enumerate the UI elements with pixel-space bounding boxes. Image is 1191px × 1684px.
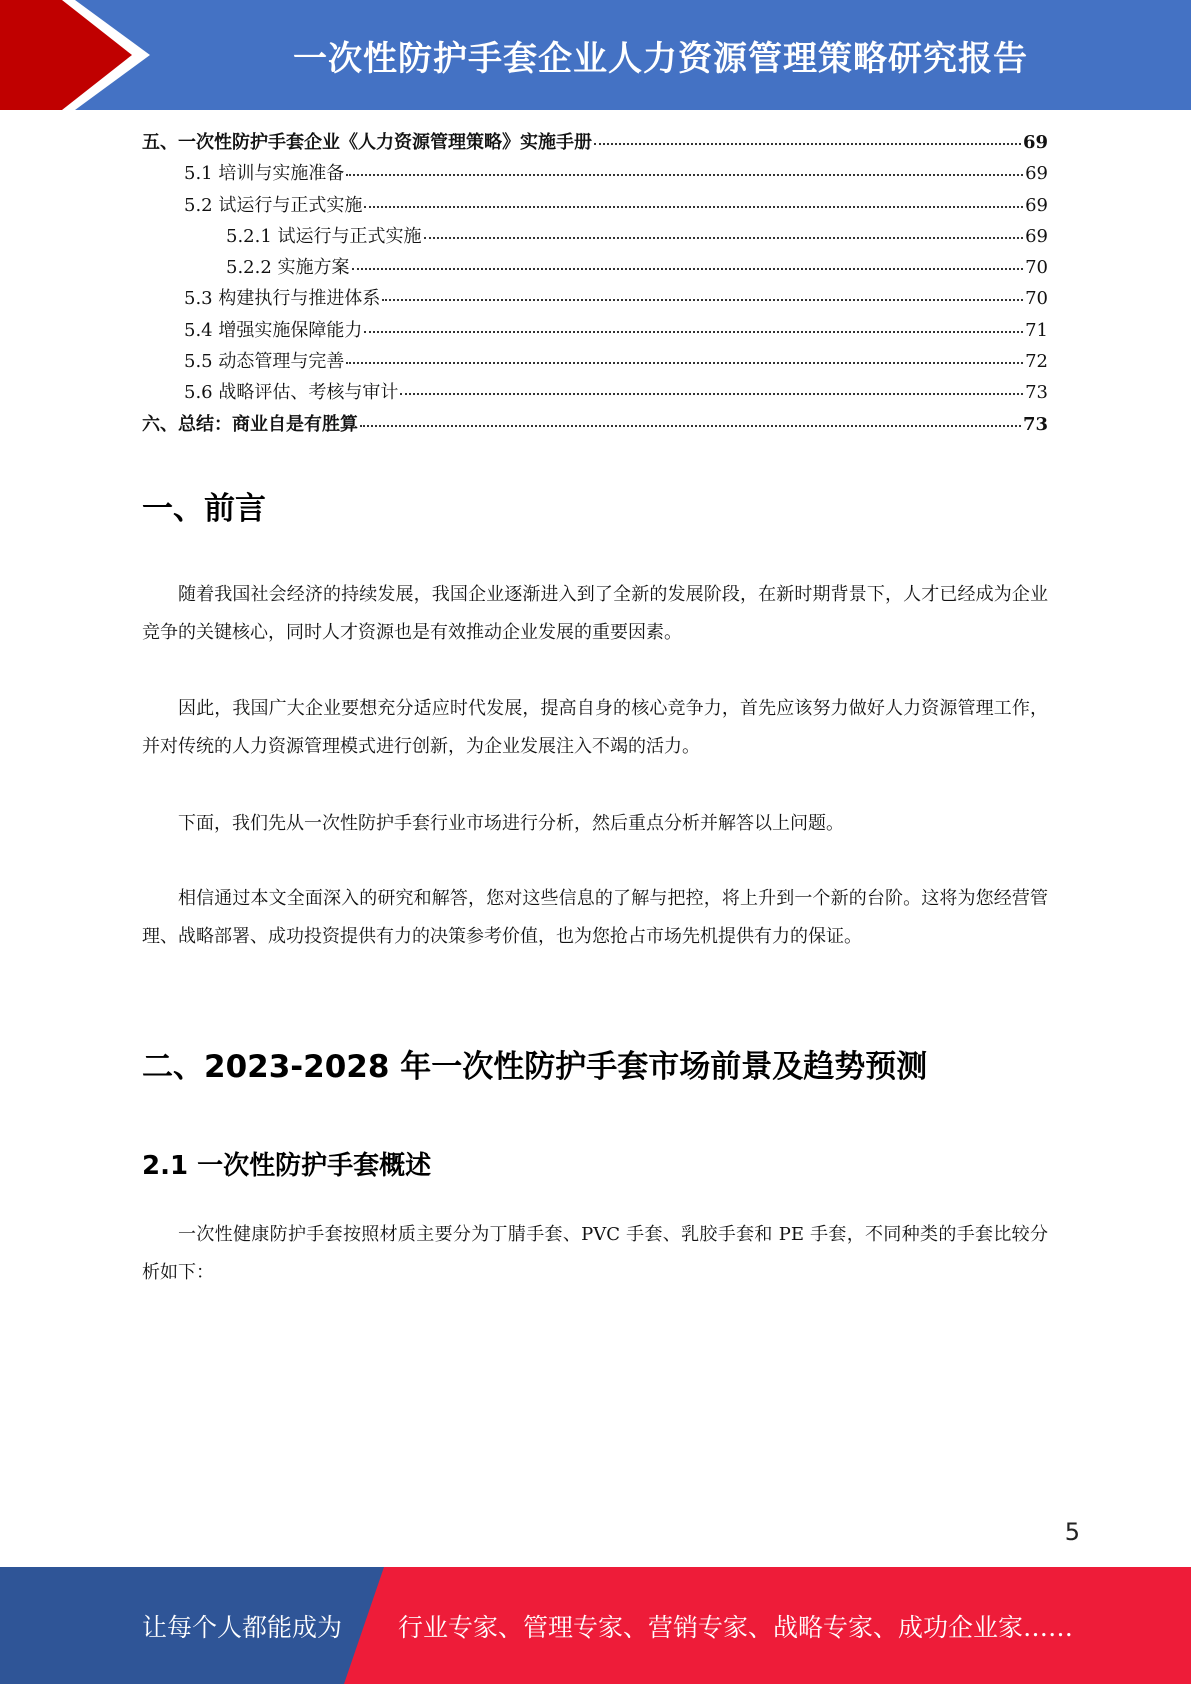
footer-slogan-left: 让每个人都能成为 <box>142 1612 343 1642</box>
toc-entry-label: 5.2 试运行与正式实施 <box>184 194 363 216</box>
toc-entry-page: 73 <box>1022 413 1048 435</box>
toc-entry-page: 69 <box>1025 225 1048 247</box>
page-number: 5 <box>1064 1518 1080 1546</box>
preface-paragraph-4 <box>142 880 1048 956</box>
toc-leader-dots <box>400 393 1023 395</box>
report-title: 一次性防护手套企业人力资源管理策略研究报告 <box>293 38 1028 79</box>
section-heading: 一、前言 <box>142 491 266 527</box>
toc-entry-page: 73 <box>1025 382 1048 404</box>
footer-slogan-right: 行业专家、管理专家、营销专家、战略专家、成功企业家…… <box>398 1612 1074 1642</box>
paragraph: 相信通过本文全面深入的研究和解答，您对这些信息的了解与把控，将上升到一个新的台阶。这将为您经营管理、战略部署、成功投资提供有力的决策参考价值，也为您抢占市场先机提供有力的保证。 <box>142 888 1048 947</box>
toc-entry-label: 5.2.2 实施方案 <box>226 257 350 279</box>
paragraph: 因此，我国广大企业要想充分适应时代发展，提高自身的核心竞争力，首先应该努力做好人力资源管理工作，并对传统的人力资源管理模式进行创新，为企业发展注入不竭的活力。 <box>142 698 1048 757</box>
toc-leader-dots <box>364 206 1023 208</box>
toc-entry-page: 72 <box>1025 351 1048 373</box>
overview-paragraph <box>142 1216 1048 1292</box>
preface-paragraph-3 <box>142 805 1048 843</box>
toc-entry[interactable] <box>142 378 1048 409</box>
toc-entry-page: 69 <box>1025 194 1048 216</box>
toc-entry-label: 5.4 增强实施保障能力 <box>184 319 363 341</box>
toc-entry[interactable] <box>142 347 1048 378</box>
toc-entry-label: 五、一次性防护手套企业《人力资源管理策略》实施手册 <box>142 132 592 153</box>
toc-entry-label: 六、总结：商业自是有胜算 <box>142 413 358 435</box>
section-heading: 二、2023-2028 年一次性防护手套市场前景及趋势预测 <box>142 1049 928 1085</box>
section-preface <box>142 483 1048 528</box>
paragraph: 随着我国社会经济的持续发展，我国企业逐渐进入到了全新的发展阶段，在新时期背景下，人才已经成为企业竞争的关键核心，同时人才资源也是有效推动企业发展的重要因素。 <box>142 584 1048 643</box>
toc-entry[interactable] <box>142 410 1048 441</box>
toc-entry[interactable] <box>142 128 1048 159</box>
page-header <box>0 0 1191 110</box>
subsection-heading: 2.1 一次性防护手套概述 <box>142 1151 432 1181</box>
toc-leader-dots <box>346 362 1023 364</box>
page-footer <box>0 1567 1191 1684</box>
toc-leader-dots <box>346 174 1023 176</box>
section-market-outlook <box>142 1041 1048 1086</box>
toc-leader-dots <box>352 268 1024 270</box>
toc-entry-page: 70 <box>1025 257 1048 279</box>
toc-entry[interactable] <box>142 316 1048 347</box>
toc-leader-dots <box>382 299 1023 301</box>
paragraph: 一次性健康防护手套按照材质主要分为丁腈手套、PVC 手套、乳胶手套和 PE 手套，不同种类的手套比较分析如下： <box>142 1224 1048 1283</box>
toc-entry[interactable] <box>142 159 1048 190</box>
toc-entry-page: 69 <box>1025 163 1048 185</box>
toc-entry-page: 71 <box>1025 319 1048 341</box>
toc-leader-dots <box>360 425 1021 427</box>
toc-entry-label: 5.1 培训与实施准备 <box>184 163 345 185</box>
toc-entry-label: 5.2.1 试运行与正式实施 <box>226 225 422 247</box>
toc-entry[interactable] <box>142 222 1048 253</box>
paragraph: 下面，我们先从一次性防护手套行业市场进行分析，然后重点分析并解答以上问题。 <box>178 813 844 834</box>
table-of-contents <box>142 128 1048 441</box>
toc-entry[interactable] <box>142 253 1048 284</box>
toc-entry-label: 5.5 动态管理与完善 <box>184 351 345 373</box>
toc-entry[interactable] <box>142 191 1048 222</box>
toc-entry-page: 70 <box>1025 288 1048 310</box>
toc-leader-dots <box>364 331 1023 333</box>
toc-leader-dots <box>424 237 1024 239</box>
toc-entry[interactable] <box>142 284 1048 315</box>
toc-leader-dots <box>594 143 1021 145</box>
preface-paragraph-1 <box>142 576 1048 652</box>
preface-paragraph-2 <box>142 690 1048 766</box>
subsection-overview <box>142 1145 1048 1182</box>
toc-entry-label: 5.3 构建执行与推进体系 <box>184 288 381 310</box>
toc-entry-page: 69 <box>1022 132 1048 153</box>
toc-entry-label: 5.6 战略评估、考核与审计 <box>184 382 399 404</box>
